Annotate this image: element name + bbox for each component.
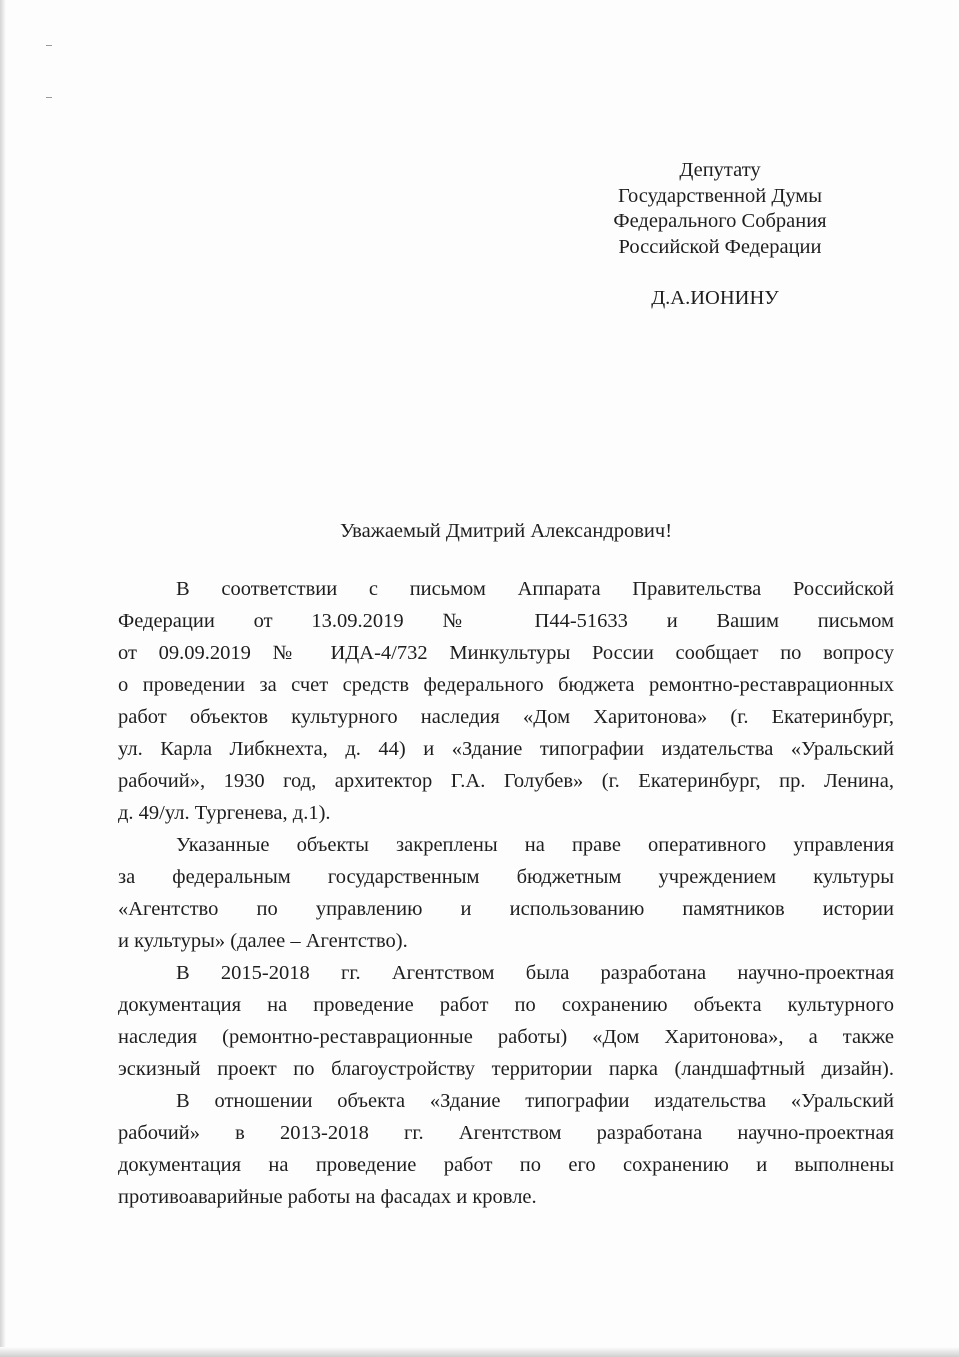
- scan-mark: [46, 97, 52, 98]
- text-line: д. 49/ул. Тургенева, д.1).: [118, 802, 331, 824]
- text-line: документация на проведение работ по его сохранению и выполнены: [118, 1154, 894, 1176]
- scan-mark: [46, 45, 52, 46]
- text-line: В 2015-2018 гг. Агентством была разработана научно-проектная: [176, 962, 894, 984]
- text-line: В отношении объекта «Здание типографии издательства «Уральский: [176, 1090, 894, 1112]
- text-line: рабочий» в 2013-2018 гг. Агентством разработана научно-проектная: [118, 1122, 894, 1144]
- text-line: за федеральным государственным бюджетным учреждением культуры: [118, 866, 894, 888]
- letter-body: [118, 573, 894, 1213]
- text-line: от 09.09.2019 № ИДА-4/732 Минкультуры России сообщает по вопросу: [118, 642, 894, 664]
- text-line: Федерации от 13.09.2019 № П44-51633 и Вашим письмом: [118, 610, 894, 632]
- text-line: и культуры» (далее – Агентство).: [118, 930, 408, 952]
- scan-edge-bottom: [0, 1347, 959, 1357]
- text-line: работ объектов культурного наследия «Дом Харитонова» (г. Екатеринбург,: [118, 706, 894, 728]
- text-line: документация на проведение работ по сохранению объекта культурного: [118, 994, 894, 1016]
- addressee-line: Федерального Собрания: [613, 210, 827, 232]
- text-line: В соответствии с письмом Аппарата Правительства Российской: [176, 578, 894, 600]
- text-line: эскизный проект по благоустройству территории парка (ландшафтный дизайн).: [118, 1058, 894, 1080]
- scan-edge-left: [0, 0, 6, 1357]
- text-line: Указанные объекты закреплены на праве оперативного управления: [176, 834, 894, 856]
- addressee-line: Российской Федерации: [618, 235, 822, 258]
- text-line: наследия (ремонтно-реставрационные работы) «Дом Харитонова», а также: [118, 1026, 894, 1048]
- text-line: противоаварийные работы на фасадах и кровле.: [118, 1186, 537, 1208]
- paragraph: [118, 1085, 894, 1213]
- paragraph: [118, 573, 894, 829]
- addressee-line: Депутату: [679, 159, 761, 181]
- text-line: «Агентство по управлению и использованию памятников истории: [118, 898, 894, 920]
- addressee-line: Государственной Думы: [617, 184, 823, 207]
- text-line: о проведении за счет средств федерального бюджета ремонтно-реставрационных: [118, 674, 894, 696]
- text-line: ул. Карла Либкнехта, д. 44) и «Здание типографии издательства «Уральский: [118, 738, 894, 760]
- text-line: рабочий», 1930 год, архитектор Г.А. Голубев» (г. Екатеринбург, пр. Ленина,: [118, 770, 894, 792]
- paragraph: [118, 957, 894, 1085]
- addressee-name: Д.А.ИОНИНУ: [651, 287, 779, 309]
- paragraph: [118, 829, 894, 957]
- addressee-block: [570, 158, 870, 260]
- salutation: Уважаемый Дмитрий Александрович!: [339, 520, 673, 542]
